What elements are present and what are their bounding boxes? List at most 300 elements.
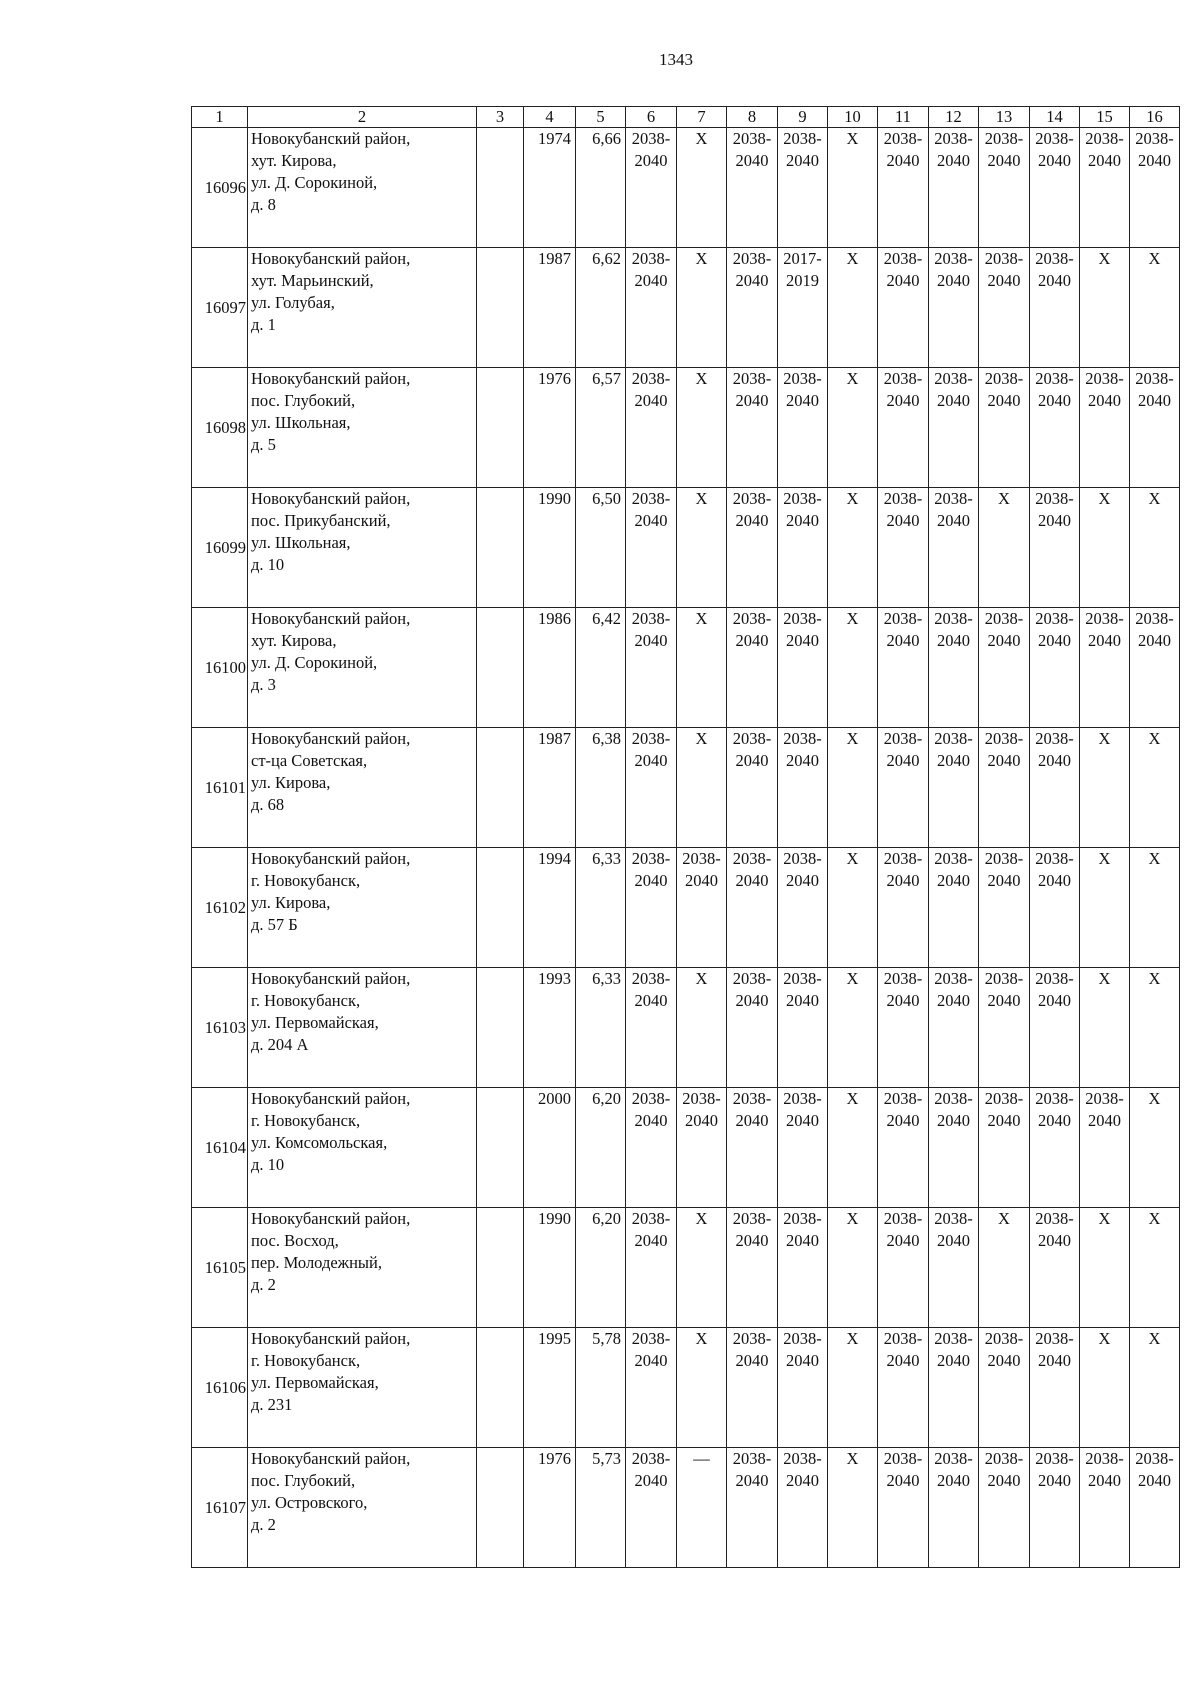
value-cell-text: 6,42 bbox=[592, 609, 621, 628]
cell-col14-text: 2038- 2040 bbox=[1035, 849, 1074, 890]
cell-col6-text: 2038- 2040 bbox=[631, 729, 671, 770]
cell-col13-text: 2038- 2040 bbox=[984, 1089, 1024, 1130]
record-number-text: 16107 bbox=[204, 1497, 246, 1517]
page-number: 1343 bbox=[659, 50, 693, 69]
cell-col13-text: X bbox=[998, 1209, 1010, 1228]
cell-col15 bbox=[1080, 968, 1130, 1088]
cell-col14-text: 2038- 2040 bbox=[1035, 1329, 1074, 1370]
cell-col15-text: X bbox=[1098, 489, 1111, 508]
cell-col9 bbox=[778, 128, 828, 248]
cell-col13 bbox=[979, 968, 1030, 1088]
cell-col8 bbox=[727, 968, 778, 1088]
cell-col9 bbox=[778, 728, 828, 848]
value-cell bbox=[576, 1328, 626, 1448]
cell-col16 bbox=[1130, 728, 1180, 848]
cell-col7-text: X bbox=[695, 249, 708, 268]
cell-col8 bbox=[727, 248, 778, 368]
cell-col8 bbox=[727, 128, 778, 248]
cell-col15 bbox=[1080, 848, 1130, 968]
address-cell-text: Новокубанский район, хут. Марьинский, ул. Голубая, д. 1 bbox=[251, 249, 411, 334]
cell-col10-text: X bbox=[846, 1449, 859, 1468]
cell-col10-text: X bbox=[846, 609, 859, 628]
cell-col8 bbox=[727, 848, 778, 968]
cell-col9-text: 2038- 2040 bbox=[783, 1329, 822, 1370]
cell-col8-text: 2038- 2040 bbox=[732, 1449, 772, 1490]
cell-col14 bbox=[1030, 488, 1080, 608]
address-cell bbox=[248, 488, 477, 608]
value-cell bbox=[576, 488, 626, 608]
column-header: 3 bbox=[477, 107, 524, 128]
cell-col13 bbox=[979, 1448, 1030, 1568]
cell-col8 bbox=[727, 488, 778, 608]
cell-col12-text: 2038- 2040 bbox=[934, 369, 973, 410]
year-cell-text: 1995 bbox=[538, 1329, 571, 1348]
cell-col16 bbox=[1130, 1448, 1180, 1568]
cell-col12-text: 2038- 2040 bbox=[934, 249, 973, 290]
cell-col10 bbox=[828, 1088, 878, 1208]
year-cell bbox=[524, 968, 576, 1088]
cell-col12 bbox=[929, 368, 979, 488]
cell-col10 bbox=[828, 368, 878, 488]
value-cell-text: 6,33 bbox=[592, 849, 621, 868]
cell-col3 bbox=[477, 1328, 524, 1448]
cell-col15 bbox=[1080, 488, 1130, 608]
table-row bbox=[192, 968, 1180, 1088]
cell-col7 bbox=[677, 248, 727, 368]
cell-col11 bbox=[878, 488, 929, 608]
cell-col12-text: 2038- 2040 bbox=[934, 1449, 973, 1490]
cell-col9 bbox=[778, 848, 828, 968]
cell-col14 bbox=[1030, 1328, 1080, 1448]
record-number bbox=[192, 1088, 248, 1208]
year-cell bbox=[524, 1328, 576, 1448]
cell-col12 bbox=[929, 1448, 979, 1568]
cell-col15-text: X bbox=[1098, 249, 1111, 268]
cell-col10-text: X bbox=[846, 729, 859, 748]
cell-col16-text: X bbox=[1148, 969, 1161, 988]
cell-col10-text: X bbox=[846, 249, 859, 268]
cell-col13-text: 2038- 2040 bbox=[984, 969, 1024, 1010]
cell-col9 bbox=[778, 1328, 828, 1448]
value-cell-text: 6,38 bbox=[592, 729, 621, 748]
record-number-text: 16096 bbox=[204, 177, 246, 197]
cell-col14 bbox=[1030, 728, 1080, 848]
cell-col16-text: X bbox=[1148, 249, 1161, 268]
cell-col13 bbox=[979, 848, 1030, 968]
cell-col14-text: 2038- 2040 bbox=[1035, 249, 1074, 290]
cell-col16 bbox=[1130, 128, 1180, 248]
cell-col9-text: 2038- 2040 bbox=[783, 369, 822, 410]
cell-col13 bbox=[979, 608, 1030, 728]
record-number-text: 16102 bbox=[204, 897, 246, 917]
cell-col7 bbox=[677, 1208, 727, 1328]
cell-col8-text: 2038- 2040 bbox=[732, 1209, 772, 1250]
cell-col11-text: 2038- 2040 bbox=[883, 249, 923, 290]
cell-col8 bbox=[727, 1208, 778, 1328]
cell-col12-text: 2038- 2040 bbox=[934, 1209, 973, 1250]
address-cell bbox=[248, 1448, 477, 1568]
year-cell bbox=[524, 1088, 576, 1208]
address-cell-text: Новокубанский район, пос. Глубокий, ул. Школьная, д. 5 bbox=[251, 369, 411, 454]
cell-col14-text: 2038- 2040 bbox=[1035, 369, 1074, 410]
address-cell-text: Новокубанский район, г. Новокубанск, ул. Первомайская, д. 231 bbox=[251, 1329, 411, 1414]
cell-col11 bbox=[878, 848, 929, 968]
cell-col6-text: 2038- 2040 bbox=[631, 249, 671, 290]
cell-col13 bbox=[979, 128, 1030, 248]
address-cell-text: Новокубанский район, пос. Восход, пер. Молодежный, д. 2 bbox=[251, 1209, 411, 1294]
cell-col13 bbox=[979, 1328, 1030, 1448]
cell-col6-text: 2038- 2040 bbox=[631, 1089, 671, 1130]
value-cell-text: 6,33 bbox=[592, 969, 621, 988]
cell-col9-text: 2017- 2019 bbox=[783, 249, 822, 290]
cell-col9-text: 2038- 2040 bbox=[783, 1089, 822, 1130]
cell-col10-text: X bbox=[846, 1089, 859, 1108]
cell-col7 bbox=[677, 728, 727, 848]
record-number bbox=[192, 728, 248, 848]
record-number-text: 16106 bbox=[204, 1377, 246, 1397]
address-cell bbox=[248, 848, 477, 968]
cell-col14 bbox=[1030, 968, 1080, 1088]
record-number-text: 16099 bbox=[204, 537, 246, 557]
address-cell-text: Новокубанский район, г. Новокубанск, ул. Комсомольская, д. 10 bbox=[251, 1089, 411, 1174]
cell-col15-text: 2038- 2040 bbox=[1085, 609, 1124, 650]
address-cell-text: Новокубанский район, хут. Кирова, ул. Д. Сорокиной, д. 3 bbox=[251, 609, 411, 694]
cell-col8 bbox=[727, 608, 778, 728]
value-cell-text: 6,57 bbox=[592, 369, 621, 388]
table-row bbox=[192, 1208, 1180, 1328]
year-cell bbox=[524, 128, 576, 248]
cell-col16 bbox=[1130, 1208, 1180, 1328]
year-cell bbox=[524, 248, 576, 368]
cell-col13 bbox=[979, 1088, 1030, 1208]
cell-col6 bbox=[626, 248, 677, 368]
table-body bbox=[192, 128, 1180, 1568]
cell-col16-text: 2038- 2040 bbox=[1135, 609, 1174, 650]
value-cell-text: 5,73 bbox=[592, 1449, 621, 1468]
cell-col7-text: X bbox=[695, 369, 708, 388]
cell-col14-text: 2038- 2040 bbox=[1035, 489, 1074, 530]
cell-col7 bbox=[677, 488, 727, 608]
table-row bbox=[192, 608, 1180, 728]
cell-col7-text: X bbox=[695, 609, 708, 628]
cell-col8 bbox=[727, 1328, 778, 1448]
cell-col16 bbox=[1130, 848, 1180, 968]
cell-col7-text: — bbox=[693, 1449, 710, 1468]
table-row bbox=[192, 728, 1180, 848]
year-cell bbox=[524, 1448, 576, 1568]
year-cell bbox=[524, 608, 576, 728]
year-cell bbox=[524, 1208, 576, 1328]
record-number bbox=[192, 848, 248, 968]
year-cell-text: 1974 bbox=[538, 129, 571, 148]
record-number bbox=[192, 608, 248, 728]
cell-col9-text: 2038- 2040 bbox=[783, 489, 822, 530]
cell-col10-text: X bbox=[846, 969, 859, 988]
cell-col11-text: 2038- 2040 bbox=[883, 489, 923, 530]
column-header: 5 bbox=[576, 107, 626, 128]
cell-col6 bbox=[626, 368, 677, 488]
address-cell-text: Новокубанский район, ст-ца Советская, ул. Кирова, д. 68 bbox=[251, 729, 411, 814]
cell-col11-text: 2038- 2040 bbox=[883, 1329, 923, 1370]
cell-col11 bbox=[878, 1448, 929, 1568]
column-header: 10 bbox=[828, 107, 878, 128]
year-cell-text: 1987 bbox=[538, 249, 571, 268]
cell-col10 bbox=[828, 848, 878, 968]
cell-col15 bbox=[1080, 1448, 1130, 1568]
table-row bbox=[192, 128, 1180, 248]
column-header: 12 bbox=[929, 107, 979, 128]
cell-col12-text: 2038- 2040 bbox=[934, 729, 973, 770]
cell-col15-text: 2038- 2040 bbox=[1085, 369, 1124, 410]
cell-col10 bbox=[828, 248, 878, 368]
value-cell bbox=[576, 1088, 626, 1208]
cell-col16-text: X bbox=[1148, 729, 1161, 748]
cell-col13-text: 2038- 2040 bbox=[984, 1329, 1024, 1370]
cell-col16 bbox=[1130, 968, 1180, 1088]
year-cell-text: 1993 bbox=[538, 969, 571, 988]
record-number-text: 16103 bbox=[204, 1017, 246, 1037]
cell-col3 bbox=[477, 608, 524, 728]
record-number-text: 16097 bbox=[204, 297, 246, 317]
cell-col6 bbox=[626, 1208, 677, 1328]
cell-col6-text: 2038- 2040 bbox=[631, 609, 671, 650]
cell-col13 bbox=[979, 1208, 1030, 1328]
cell-col9 bbox=[778, 968, 828, 1088]
cell-col14-text: 2038- 2040 bbox=[1035, 129, 1074, 170]
value-cell bbox=[576, 1448, 626, 1568]
cell-col13-text: 2038- 2040 bbox=[984, 609, 1024, 650]
value-cell-text: 6,20 bbox=[592, 1209, 621, 1228]
cell-col12-text: 2038- 2040 bbox=[934, 1329, 973, 1370]
cell-col11 bbox=[878, 728, 929, 848]
cell-col12 bbox=[929, 1328, 979, 1448]
cell-col11-text: 2038- 2040 bbox=[883, 729, 923, 770]
value-cell-text: 6,62 bbox=[592, 249, 621, 268]
column-number-row bbox=[192, 107, 1180, 128]
cell-col9 bbox=[778, 1448, 828, 1568]
record-number bbox=[192, 1328, 248, 1448]
cell-col12 bbox=[929, 608, 979, 728]
cell-col6 bbox=[626, 488, 677, 608]
cell-col12-text: 2038- 2040 bbox=[934, 849, 973, 890]
cell-col8 bbox=[727, 1088, 778, 1208]
cell-col10-text: X bbox=[846, 369, 859, 388]
cell-col6-text: 2038- 2040 bbox=[631, 1449, 671, 1490]
record-number bbox=[192, 128, 248, 248]
value-cell bbox=[576, 608, 626, 728]
cell-col3 bbox=[477, 1088, 524, 1208]
cell-col6-text: 2038- 2040 bbox=[631, 969, 671, 1010]
cell-col14 bbox=[1030, 128, 1080, 248]
cell-col10 bbox=[828, 1448, 878, 1568]
cell-col14 bbox=[1030, 1448, 1080, 1568]
cell-col14-text: 2038- 2040 bbox=[1035, 1089, 1074, 1130]
value-cell-text: 6,66 bbox=[592, 129, 621, 148]
cell-col16-text: 2038- 2040 bbox=[1135, 1449, 1174, 1490]
cell-col9 bbox=[778, 488, 828, 608]
column-header: 15 bbox=[1080, 107, 1130, 128]
cell-col13-text: 2038- 2040 bbox=[984, 729, 1024, 770]
cell-col16-text: X bbox=[1148, 1089, 1161, 1108]
cell-col14 bbox=[1030, 1088, 1080, 1208]
year-cell-text: 1990 bbox=[538, 489, 571, 508]
year-cell-text: 1990 bbox=[538, 1209, 571, 1228]
cell-col3 bbox=[477, 848, 524, 968]
address-cell bbox=[248, 1328, 477, 1448]
cell-col9 bbox=[778, 1088, 828, 1208]
column-header: 8 bbox=[727, 107, 778, 128]
cell-col9-text: 2038- 2040 bbox=[783, 1209, 822, 1250]
year-cell bbox=[524, 728, 576, 848]
cell-col11-text: 2038- 2040 bbox=[883, 369, 923, 410]
value-cell bbox=[576, 968, 626, 1088]
cell-col10 bbox=[828, 1328, 878, 1448]
cell-col7-text: X bbox=[695, 969, 708, 988]
cell-col14-text: 2038- 2040 bbox=[1035, 1449, 1074, 1490]
cell-col10-text: X bbox=[846, 489, 859, 508]
cell-col12 bbox=[929, 128, 979, 248]
address-cell bbox=[248, 968, 477, 1088]
cell-col12 bbox=[929, 1088, 979, 1208]
address-cell bbox=[248, 608, 477, 728]
cell-col12-text: 2038- 2040 bbox=[934, 489, 973, 530]
cell-col3 bbox=[477, 968, 524, 1088]
cell-col8-text: 2038- 2040 bbox=[732, 849, 772, 890]
cell-col15 bbox=[1080, 368, 1130, 488]
cell-col10-text: X bbox=[846, 1209, 859, 1228]
cell-col11 bbox=[878, 368, 929, 488]
record-number bbox=[192, 248, 248, 368]
cell-col8-text: 2038- 2040 bbox=[732, 729, 772, 770]
address-cell bbox=[248, 1208, 477, 1328]
cell-col8-text: 2038- 2040 bbox=[732, 369, 772, 410]
value-cell-text: 6,20 bbox=[592, 1089, 621, 1108]
cell-col6 bbox=[626, 1448, 677, 1568]
cell-col12 bbox=[929, 968, 979, 1088]
cell-col16-text: X bbox=[1148, 849, 1161, 868]
column-header: 4 bbox=[524, 107, 576, 128]
table-row bbox=[192, 1448, 1180, 1568]
year-cell-text: 1987 bbox=[538, 729, 571, 748]
year-cell-text: 1976 bbox=[538, 369, 571, 388]
record-number-text: 16104 bbox=[204, 1137, 246, 1157]
cell-col7-text: 2038- 2040 bbox=[682, 1089, 721, 1130]
cell-col6-text: 2038- 2040 bbox=[631, 1209, 671, 1250]
cell-col14-text: 2038- 2040 bbox=[1035, 969, 1074, 1010]
cell-col3 bbox=[477, 728, 524, 848]
cell-col3 bbox=[477, 1208, 524, 1328]
value-cell bbox=[576, 368, 626, 488]
cell-col12-text: 2038- 2040 bbox=[934, 969, 973, 1010]
cell-col3 bbox=[477, 368, 524, 488]
column-header: 1 bbox=[192, 107, 248, 128]
cell-col7 bbox=[677, 1448, 727, 1568]
cell-col11 bbox=[878, 1088, 929, 1208]
column-header: 9 bbox=[778, 107, 828, 128]
cell-col13-text: X bbox=[998, 489, 1010, 508]
cell-col11-text: 2038- 2040 bbox=[883, 849, 923, 890]
record-number-text: 16100 bbox=[204, 657, 246, 677]
address-cell-text: Новокубанский район, г. Новокубанск, ул. Первомайская, д. 204 А bbox=[251, 969, 411, 1054]
column-header: 7 bbox=[677, 107, 727, 128]
cell-col7-text: 2038- 2040 bbox=[682, 849, 721, 890]
address-cell-text: Новокубанский район, пос. Прикубанский, ул. Школьная, д. 10 bbox=[251, 489, 411, 574]
cell-col16-text: 2038- 2040 bbox=[1135, 129, 1174, 170]
cell-col7 bbox=[677, 1088, 727, 1208]
cell-col8-text: 2038- 2040 bbox=[732, 129, 772, 170]
cell-col12 bbox=[929, 248, 979, 368]
cell-col14-text: 2038- 2040 bbox=[1035, 1209, 1074, 1250]
cell-col9 bbox=[778, 368, 828, 488]
cell-col16 bbox=[1130, 1088, 1180, 1208]
table-row bbox=[192, 848, 1180, 968]
cell-col6 bbox=[626, 128, 677, 248]
address-cell bbox=[248, 1088, 477, 1208]
cell-col8-text: 2038- 2040 bbox=[732, 969, 772, 1010]
cell-col13-text: 2038- 2040 bbox=[984, 129, 1024, 170]
address-cell bbox=[248, 128, 477, 248]
cell-col14 bbox=[1030, 848, 1080, 968]
cell-col6-text: 2038- 2040 bbox=[631, 489, 671, 530]
cell-col15-text: X bbox=[1098, 1329, 1111, 1348]
cell-col8-text: 2038- 2040 bbox=[732, 1329, 772, 1370]
register-table bbox=[191, 106, 1180, 1568]
cell-col11 bbox=[878, 248, 929, 368]
cell-col11-text: 2038- 2040 bbox=[883, 129, 923, 170]
cell-col11-text: 2038- 2040 bbox=[883, 969, 923, 1010]
cell-col9 bbox=[778, 248, 828, 368]
table-row bbox=[192, 488, 1180, 608]
year-cell-text: 1976 bbox=[538, 1449, 571, 1468]
cell-col7 bbox=[677, 1328, 727, 1448]
cell-col9-text: 2038- 2040 bbox=[783, 969, 822, 1010]
table-row bbox=[192, 368, 1180, 488]
cell-col8-text: 2038- 2040 bbox=[732, 609, 772, 650]
cell-col11 bbox=[878, 1328, 929, 1448]
cell-col3 bbox=[477, 1448, 524, 1568]
cell-col13 bbox=[979, 488, 1030, 608]
cell-col15-text: X bbox=[1098, 1209, 1111, 1228]
cell-col11-text: 2038- 2040 bbox=[883, 1449, 923, 1490]
cell-col16 bbox=[1130, 608, 1180, 728]
cell-col10-text: X bbox=[846, 1329, 859, 1348]
cell-col13 bbox=[979, 368, 1030, 488]
record-number bbox=[192, 968, 248, 1088]
cell-col15 bbox=[1080, 1328, 1130, 1448]
cell-col11-text: 2038- 2040 bbox=[883, 609, 923, 650]
cell-col6 bbox=[626, 968, 677, 1088]
cell-col15-text: X bbox=[1098, 729, 1111, 748]
record-number bbox=[192, 488, 248, 608]
cell-col16-text: X bbox=[1148, 1209, 1161, 1228]
record-number bbox=[192, 368, 248, 488]
cell-col9-text: 2038- 2040 bbox=[783, 729, 822, 770]
cell-col15 bbox=[1080, 728, 1130, 848]
cell-col11-text: 2038- 2040 bbox=[883, 1089, 923, 1130]
record-number bbox=[192, 1208, 248, 1328]
cell-col7 bbox=[677, 608, 727, 728]
table-row bbox=[192, 1328, 1180, 1448]
year-cell bbox=[524, 848, 576, 968]
cell-col11 bbox=[878, 608, 929, 728]
year-cell bbox=[524, 488, 576, 608]
cell-col15-text: 2038- 2040 bbox=[1085, 1449, 1124, 1490]
value-cell bbox=[576, 248, 626, 368]
cell-col15 bbox=[1080, 608, 1130, 728]
address-cell bbox=[248, 248, 477, 368]
table-row bbox=[192, 248, 1180, 368]
cell-col15 bbox=[1080, 1208, 1130, 1328]
